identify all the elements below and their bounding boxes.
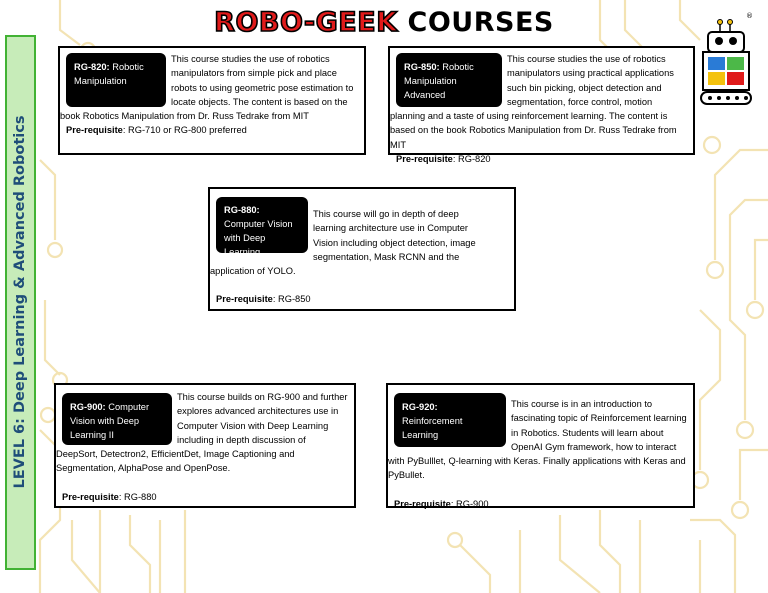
prereq-label: Pre-requisite <box>62 491 119 502</box>
course-tag <box>62 393 172 445</box>
course-name: Computer Vision with Deep Learning <box>224 219 293 257</box>
prereq-value: : RG-820 <box>452 154 491 165</box>
course-prerequisite <box>390 152 693 166</box>
course-name: Computer Vision with Deep Learning II <box>70 402 150 440</box>
course-tag <box>66 53 166 107</box>
course-code: RG-820: <box>74 62 110 72</box>
prereq-label: Pre-requisite <box>216 294 273 305</box>
title-suffix: COURSES <box>397 7 554 38</box>
level-sidebar <box>5 35 36 570</box>
course-prerequisite <box>210 278 514 306</box>
course-code: RG-880: <box>224 205 260 215</box>
course-code: RG-850: <box>404 62 440 72</box>
course-tag <box>216 197 308 257</box>
course-description: This course is in an introduction to fascinating topic of Reinforcement learning in Robotics. Students will learn about OpenAI Gym framework, how to interact with PyBulllet, Q-learning with Keras. Finally applications with Keras and PyBullet. <box>388 399 687 481</box>
prereq-label: Pre-requisite <box>66 125 123 136</box>
course-description: This course builds on RG-900 and further explores advanced architectures use in Computer Vision with Deep Learning including in depth discussion of DeepSort, Detectron2, EfficientDet, Image Captioning and Segmentation, AlphaPose and OpenPose. <box>56 392 348 474</box>
course-code: RG-900: <box>70 402 106 412</box>
prereq-label: Pre-requisite <box>396 154 453 165</box>
prereq-value: : RG-710 or RG-800 preferred <box>122 125 247 136</box>
course-tag <box>394 393 506 447</box>
course-card-rg-920 <box>386 383 695 508</box>
course-code: RG-920: <box>402 402 438 412</box>
registered-mark: ® <box>746 12 753 20</box>
course-card-rg-850 <box>388 46 695 165</box>
robot-logo <box>700 10 760 110</box>
prereq-value: : RG-880 <box>118 491 157 502</box>
course-description: This course studies the use of robotics manipulators from simple pick and place robots to using geometric pose estimation to locate objects. The content is based on the book Robotics Manipulation from Dr. Russ Tedrake from MIT <box>60 54 354 122</box>
prereq-value: : RG-850 <box>272 294 311 305</box>
course-prerequisite <box>60 123 364 137</box>
course-description: This course studies the use of robotics manipulators using practical applications such bin picking, object detection and segmentation, force control, motion planning and a taste of using reinforcement learning. The content is based on the book Robotics Manipulation from Dr. Russ Tedrake from MIT <box>390 54 677 150</box>
course-name: Reinforcement Learning <box>402 416 463 440</box>
course-description: This course will go in depth of deep learning architecture use in Computer Vision including object detection, image segmentation, Mask RCNN and the application of YOLO. <box>210 209 476 277</box>
brand-name: ROBO-GEEK <box>214 7 398 38</box>
course-card-rg-880 <box>208 187 516 311</box>
course-card-rg-900 <box>54 383 356 508</box>
course-name: Robotic Manipulation <box>74 62 144 86</box>
page-title <box>0 6 768 40</box>
prereq-value: : RG-900 <box>450 498 489 509</box>
course-prerequisite <box>388 483 693 511</box>
course-name: Robotic Manipulation Advanced <box>404 62 474 100</box>
course-card-rg-820 <box>58 46 366 155</box>
prereq-label: Pre-requisite <box>394 498 451 509</box>
course-tag <box>396 53 502 107</box>
level-label: LEVEL 6: Deep Learning & Advanced Robotics <box>12 115 28 489</box>
course-prerequisite <box>56 476 354 504</box>
